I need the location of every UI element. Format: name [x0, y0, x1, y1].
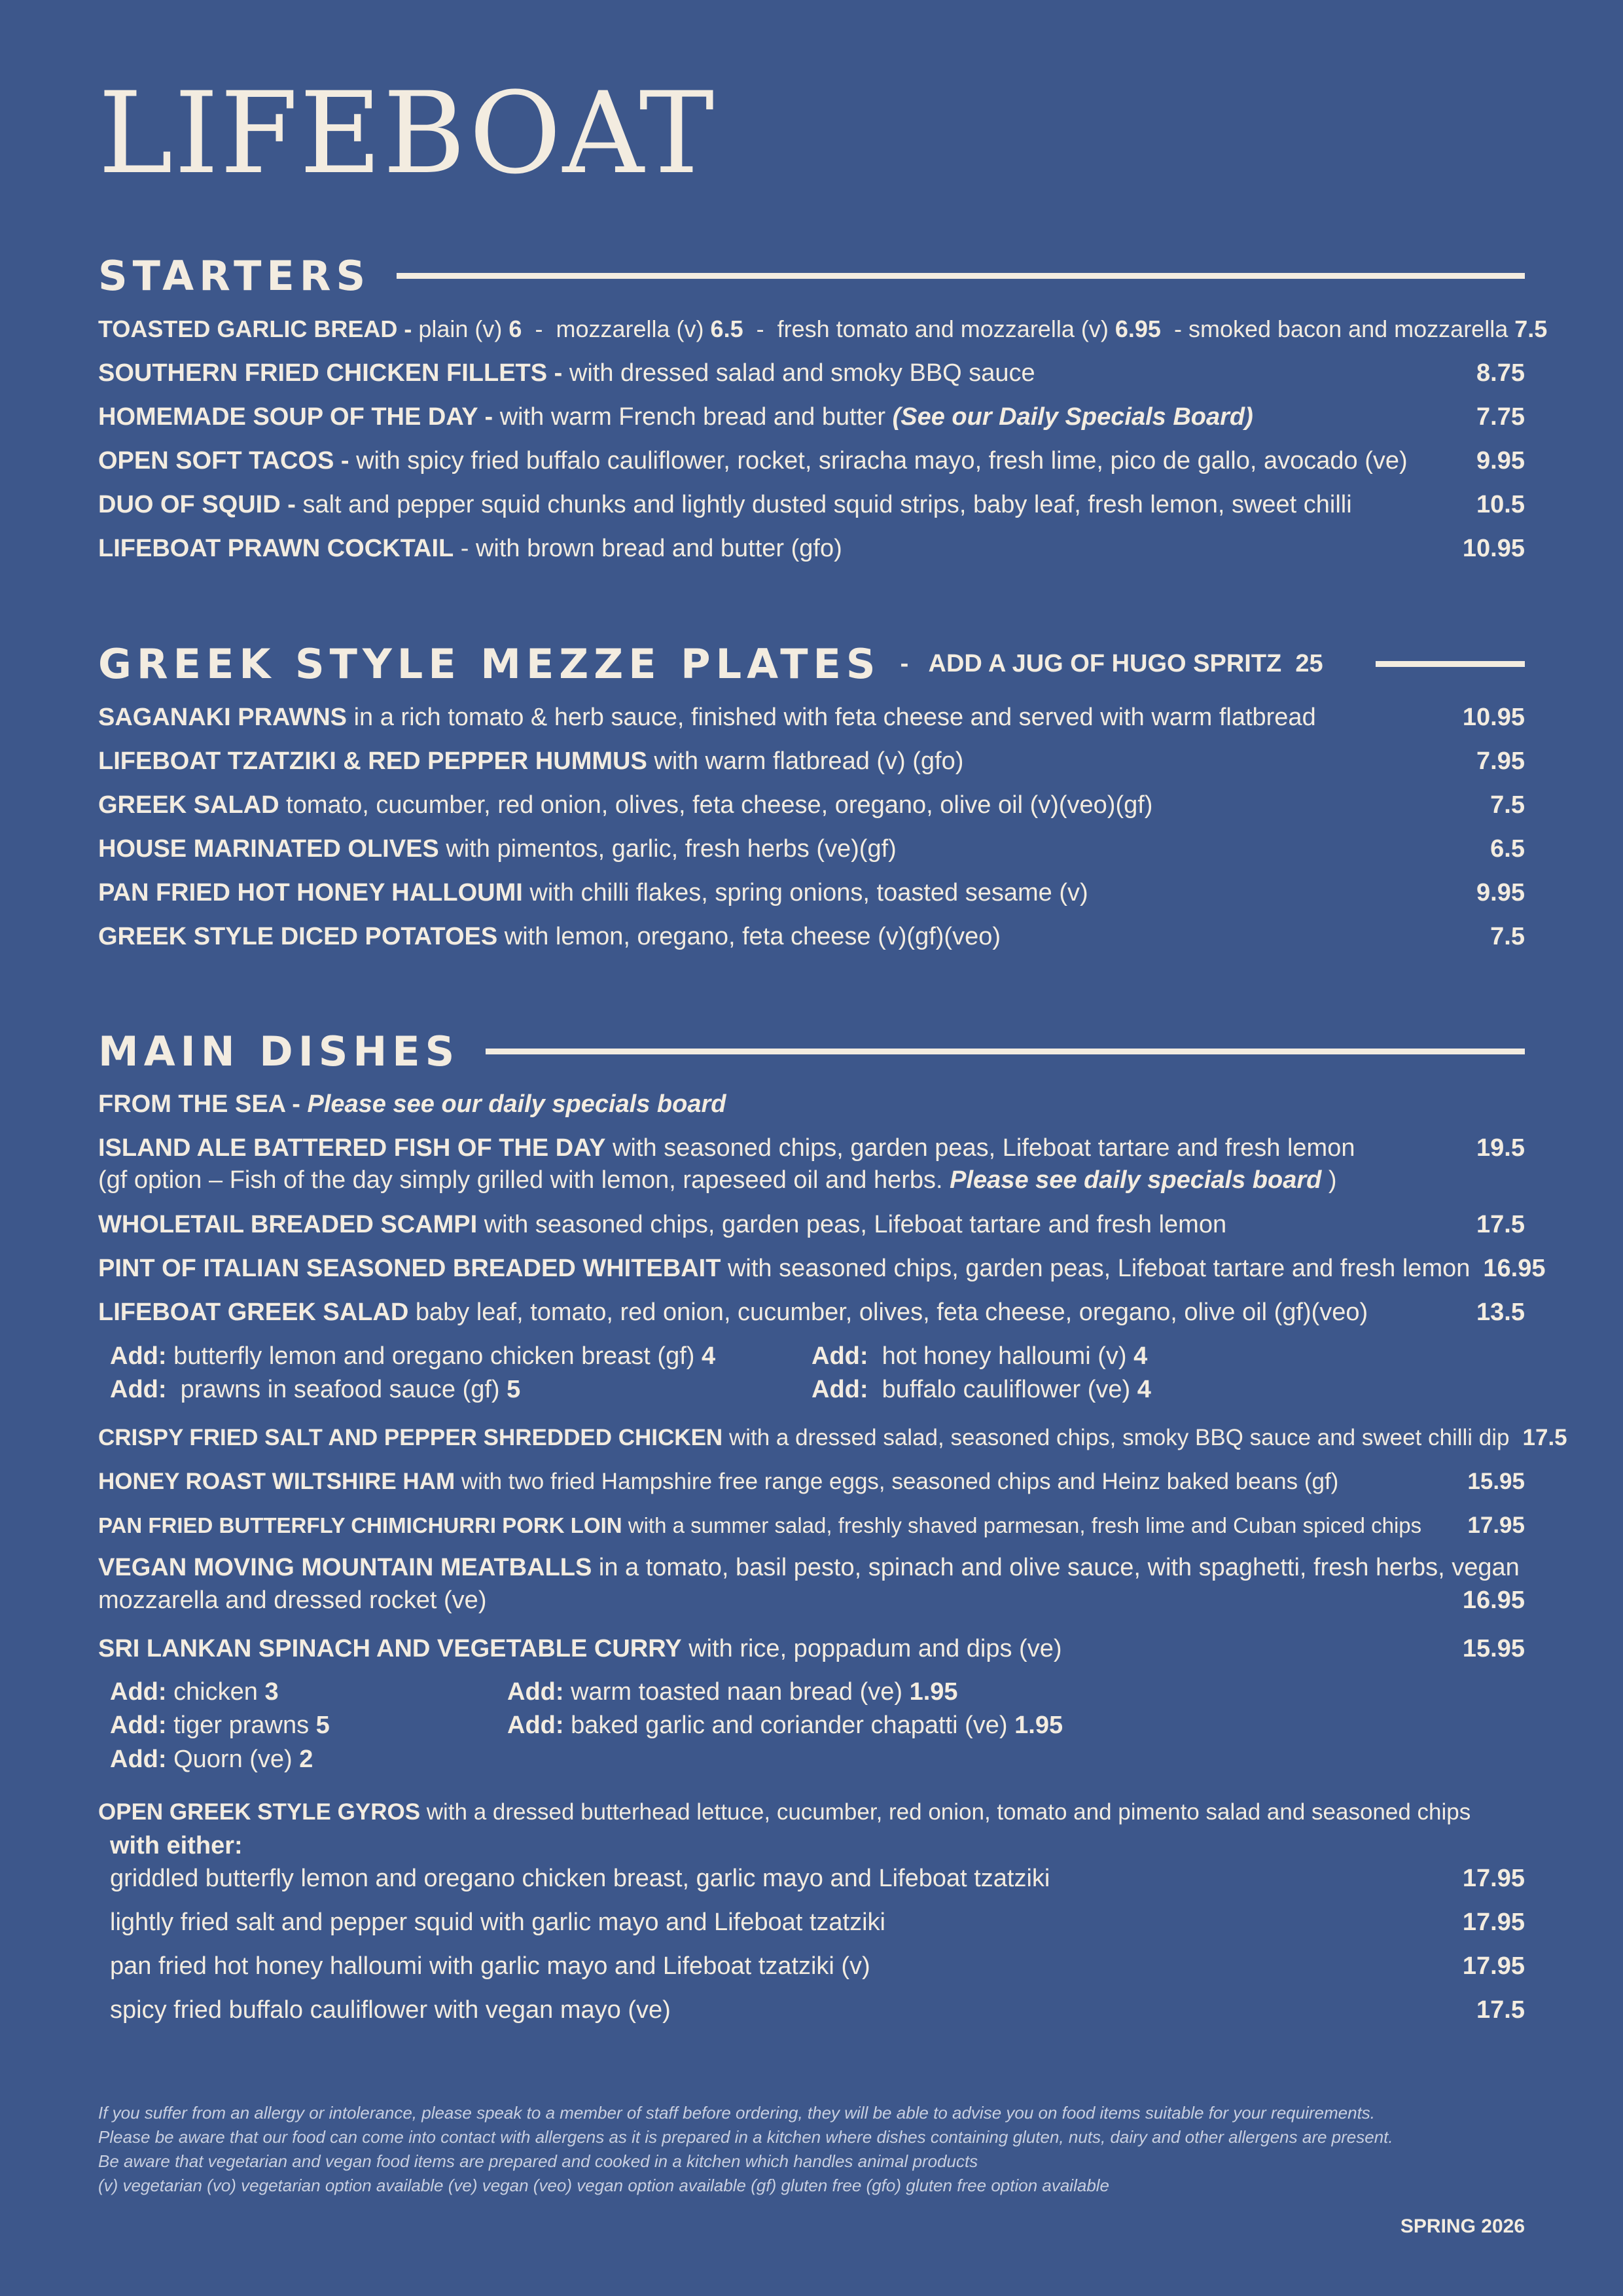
item-name: WHOLETAIL BREADED SCAMPI: [98, 1211, 478, 1238]
item-description: with dressed salad and smoky BBQ sauce: [569, 359, 1035, 387]
item-name: DUO OF SQUID -: [98, 491, 296, 518]
item-name: HONEY ROAST WILTSHIRE HAM: [98, 1469, 455, 1494]
curry-addons-left: [110, 1676, 330, 1776]
item-description: lightly fried salt and pepper squid with garlic mayo and Lifeboat tzatziki: [110, 1909, 885, 1936]
item-price: 16.95: [1483, 1255, 1546, 1282]
item-price: 2: [299, 1745, 313, 1773]
item-description: salt and pepper squid chunks and lightly dusted squid strips, baby leaf, fresh lemon, sweet chilli: [302, 491, 1352, 518]
menu-item: [98, 1297, 1525, 1329]
addon-item: Add: Quorn (ve) 2: [110, 1745, 313, 1773]
item-name: HOUSE MARINATED OLIVES: [98, 835, 439, 863]
item-price: 15.95: [1467, 1469, 1525, 1494]
item-description: with warm flatbread (v) (gfo): [654, 747, 964, 775]
item-note: (See our Daily Specials Board): [892, 403, 1253, 431]
brand-title: LIFEBOAT: [98, 67, 716, 199]
section-divider: [486, 1049, 1525, 1054]
item-price: 6.95: [1115, 315, 1161, 342]
item-description: with rice, poppadum and dips (ve): [688, 1635, 1062, 1662]
item-name: LIFEBOAT GREEK SALAD: [98, 1299, 409, 1326]
item-description: mozzarella and dressed rocket (ve): [98, 1587, 487, 1614]
item-description: tomato, cucumber, red onion, olives, feta cheese, oregano, olive oil (v)(veo)(gf): [286, 791, 1153, 819]
menu-item: [98, 490, 1525, 521]
menu-item: [98, 1634, 1525, 1665]
item-price: 13.5: [1476, 1299, 1525, 1326]
item-price: 7.5: [1490, 791, 1525, 819]
item-name: PAN FRIED HOT HONEY HALLOUMI: [98, 879, 523, 906]
item-price: 6: [508, 315, 522, 342]
item-price: 17.95: [1462, 1909, 1525, 1936]
item-name: OPEN GREEK STYLE GYROS: [98, 1799, 421, 1825]
item-price: 6.5: [710, 315, 743, 342]
addon-item: Add: butterfly lemon and oregano chicken breast (gf) 4: [110, 1342, 716, 1370]
section-title-mains: MAIN DISHES: [98, 1028, 460, 1075]
item-price: 17.95: [1462, 1952, 1525, 1980]
section-divider: [397, 273, 1525, 279]
item-price: 7.5: [1514, 315, 1548, 342]
item-description: griddled butterfly lemon and oregano chicken breast, garlic mayo and Lifeboat tzatziki: [110, 1865, 1050, 1892]
item-description: in a tomato, basil pesto, spinach and olive sauce, with spaghetti, fresh herbs, vegan: [598, 1554, 1520, 1581]
item-name: SRI LANKAN SPINACH AND VEGETABLE CURRY: [98, 1635, 682, 1662]
item-name: GREEK SALAD: [98, 791, 279, 819]
gyros-option: [110, 1863, 1525, 1895]
footer-line: If you suffer from an allergy or intolerance, please speak to a member of staff before ordering, they will be able to advise you on food items suitable for your requirements.: [98, 2103, 1376, 2123]
menu-item: [98, 1467, 1525, 1496]
menu-item: [98, 533, 1525, 565]
gyros-option: [110, 1907, 1525, 1939]
menu-item-cont: [98, 1585, 1525, 1617]
item-name: SAGANAKI PRAWNS: [98, 704, 348, 731]
item-price: 10.95: [1462, 704, 1525, 731]
footer-line: (v) vegetarian (vo) vegetarian option available (ve) vegan (veo) vegan option available (gf) gluten free (gfo) gluten free option available: [98, 2175, 1110, 2195]
gyros-option: [110, 1951, 1525, 1982]
menu-item: [98, 834, 1525, 865]
item-description: with seasoned chips, garden peas, Lifeboat tartare and fresh lemon: [727, 1255, 1471, 1282]
item-price: 7.95: [1476, 747, 1525, 775]
footer-line: Be aware that vegetarian and vegan food items are prepared and cooked in a kitchen which handles animal products: [98, 2151, 978, 2171]
menu-item: [98, 1798, 1525, 1827]
season-label: SPRING 2026: [1400, 2215, 1525, 2237]
section-divider: [1376, 661, 1525, 667]
item-price: 5: [507, 1376, 521, 1404]
menu-item: [98, 1424, 1567, 1452]
menu-item: [98, 746, 1525, 778]
item-price: 10.5: [1476, 491, 1525, 518]
gyros-option: [110, 1995, 1525, 2026]
addon-item: Add: baked garlic and coriander chapatti (ve) 1.95: [507, 1712, 1063, 1740]
item-price: 17.95: [1462, 1865, 1525, 1892]
item-price: 17.95: [1467, 1513, 1525, 1538]
item-price: 15.95: [1462, 1635, 1525, 1662]
mezze-spritz-offer: - ADD A JUG OF HUGO SPRITZ 25: [900, 650, 1323, 677]
menu-item: [98, 358, 1525, 389]
item-name: TOASTED GARLIC BREAD -: [98, 315, 412, 342]
section-title-starters: STARTERS: [98, 252, 371, 300]
menu-item: [98, 1552, 1525, 1584]
item-price: 4: [1137, 1376, 1151, 1404]
item-description: with spicy fried buffalo cauliflower, rocket, sriracha mayo, fresh lime, pico de gallo, avocado (ve): [356, 447, 1408, 475]
menu-item: [98, 1210, 1525, 1241]
item-name: PAN FRIED BUTTERFLY CHIMICHURRI PORK LOIN: [98, 1513, 622, 1537]
addon-item: Add: hot honey halloumi (v) 4: [812, 1342, 1148, 1370]
allergen-notice: [98, 2101, 1393, 2198]
item-name: OPEN SOFT TACOS -: [98, 447, 349, 475]
item-name: LIFEBOAT TZATZIKI & RED PEPPER HUMMUS: [98, 747, 647, 775]
item-price: 9.95: [1476, 447, 1525, 475]
item-description: with lemon, oregano, feta cheese (v)(gf)(veo): [504, 923, 1001, 950]
menu-item: [98, 446, 1525, 477]
mains-header: [98, 1028, 1525, 1075]
item-description: - with brown bread and butter (gfo): [460, 535, 842, 562]
item-name: VEGAN MOVING MOUNTAIN MEATBALLS: [98, 1554, 592, 1581]
menu-item: [98, 402, 1525, 433]
item-name: CRISPY FRIED SALT AND PEPPER SHREDDED CHICKEN: [98, 1425, 723, 1450]
item-description: with a summer salad, freshly shaved parmesan, fresh lime and Cuban spiced chips: [628, 1513, 1422, 1537]
item-description: spicy fried buffalo cauliflower with vegan mayo (ve): [110, 1996, 671, 2024]
menu-item: [98, 878, 1525, 909]
item-price: 10.95: [1462, 535, 1525, 562]
item-price: 25: [1295, 650, 1323, 677]
item-description: with two fried Hampshire free range eggs, seasoned chips and Heinz baked beans (gf): [461, 1469, 1339, 1494]
item-price: 19.5: [1476, 1134, 1525, 1162]
menu-item: [98, 1511, 1525, 1540]
item-price: 17.5: [1476, 1996, 1525, 2024]
item-price: 8.75: [1476, 359, 1525, 387]
item-description: pan fried hot honey halloumi with garlic mayo and Lifeboat tzatziki (v): [110, 1952, 870, 1980]
item-price: 1.95: [909, 1678, 958, 1706]
item-description: baby leaf, tomato, red onion, cucumber, olives, feta cheese, oregano, olive oil (gf)(veo): [415, 1299, 1368, 1326]
item-name: SOUTHERN FRIED CHICKEN FILLETS -: [98, 359, 563, 387]
salad-addons-left: [110, 1340, 715, 1407]
menu-item: [98, 922, 1525, 953]
from-the-sea-subheading: FROM THE SEA - Please see our daily specials board: [98, 1090, 726, 1118]
addon-item: Add: chicken 3: [110, 1678, 279, 1706]
item-description: with seasoned chips, garden peas, Lifeboat tartare and fresh lemon: [484, 1211, 1227, 1238]
menu-item-garlic-bread: TOASTED GARLIC BREAD - plain (v) 6 - mozzarella (v) 6.5 - fresh tomato and mozzarella (v) 6.95 - smoked bacon and mozzarella 7.5: [98, 315, 1548, 342]
gyros-either-label: with either:: [110, 1832, 243, 1859]
item-price: 17.5: [1522, 1425, 1567, 1450]
item-description: in a rich tomato & herb sauce, finished with feta cheese and served with warm flatbread: [353, 704, 1316, 731]
menu-item: [98, 1253, 1546, 1285]
item-name: HOMEMADE SOUP OF THE DAY -: [98, 403, 493, 431]
item-description: with chilli flakes, spring onions, toasted sesame (v): [529, 879, 1088, 906]
item-price: 7.75: [1476, 403, 1525, 431]
item-price: 17.5: [1476, 1211, 1525, 1238]
item-name: GREEK STYLE DICED POTATOES: [98, 923, 498, 950]
salad-addons-right: [812, 1340, 1151, 1407]
item-name: LIFEBOAT PRAWN COCKTAIL: [98, 535, 454, 562]
item-description: with seasoned chips, garden peas, Lifeboat tartare and fresh lemon: [613, 1134, 1355, 1162]
item-description: with warm French bread and butter: [499, 403, 886, 431]
curry-addons-right: [507, 1676, 1063, 1743]
starters-header: [98, 252, 1525, 300]
menu-item: [98, 790, 1525, 821]
addon-item: Add: buffalo cauliflower (ve) 4: [812, 1376, 1151, 1404]
item-price: 9.95: [1476, 879, 1525, 906]
item-price: 5: [315, 1712, 330, 1740]
menu-item-note: (gf option – Fish of the day simply grilled with lemon, rapeseed oil and herbs. Please see daily specials board ): [98, 1166, 1337, 1194]
item-price: 7.5: [1490, 923, 1525, 950]
item-price: 16.95: [1462, 1587, 1525, 1614]
section-title-mezze: GREEK STYLE MEZZE PLATES: [98, 640, 881, 688]
addon-item: Add: warm toasted naan bread (ve) 1.95: [507, 1678, 958, 1706]
item-price: 1.95: [1014, 1712, 1063, 1740]
addon-item: Add: prawns in seafood sauce (gf) 5: [110, 1376, 521, 1404]
footer-line: Please be aware that our food can come into contact with allergens as it is prepared in a kitchen where dishes containing gluten, nuts, dairy and other allergens are present.: [98, 2126, 1393, 2147]
item-price: 3: [264, 1678, 279, 1706]
item-price: 4: [702, 1342, 716, 1370]
item-name: PINT OF ITALIAN SEASONED BREADED WHITEBAIT: [98, 1255, 721, 1282]
item-description: with a dressed salad, seasoned chips, smoky BBQ sauce and sweet chilli dip: [728, 1425, 1510, 1450]
item-name: ISLAND ALE BATTERED FISH OF THE DAY: [98, 1134, 606, 1162]
menu-item: [98, 1133, 1525, 1164]
item-price: 6.5: [1490, 835, 1525, 863]
item-description: with a dressed butterhead lettuce, cucumber, red onion, tomato and pimento salad and seasoned chips: [426, 1799, 1471, 1825]
item-price: 4: [1133, 1342, 1148, 1370]
mezze-header: [98, 640, 1525, 688]
addon-item: Add: tiger prawns 5: [110, 1712, 330, 1740]
item-description: with pimentos, garlic, fresh herbs (ve)(gf): [446, 835, 897, 863]
menu-item: [98, 702, 1525, 734]
